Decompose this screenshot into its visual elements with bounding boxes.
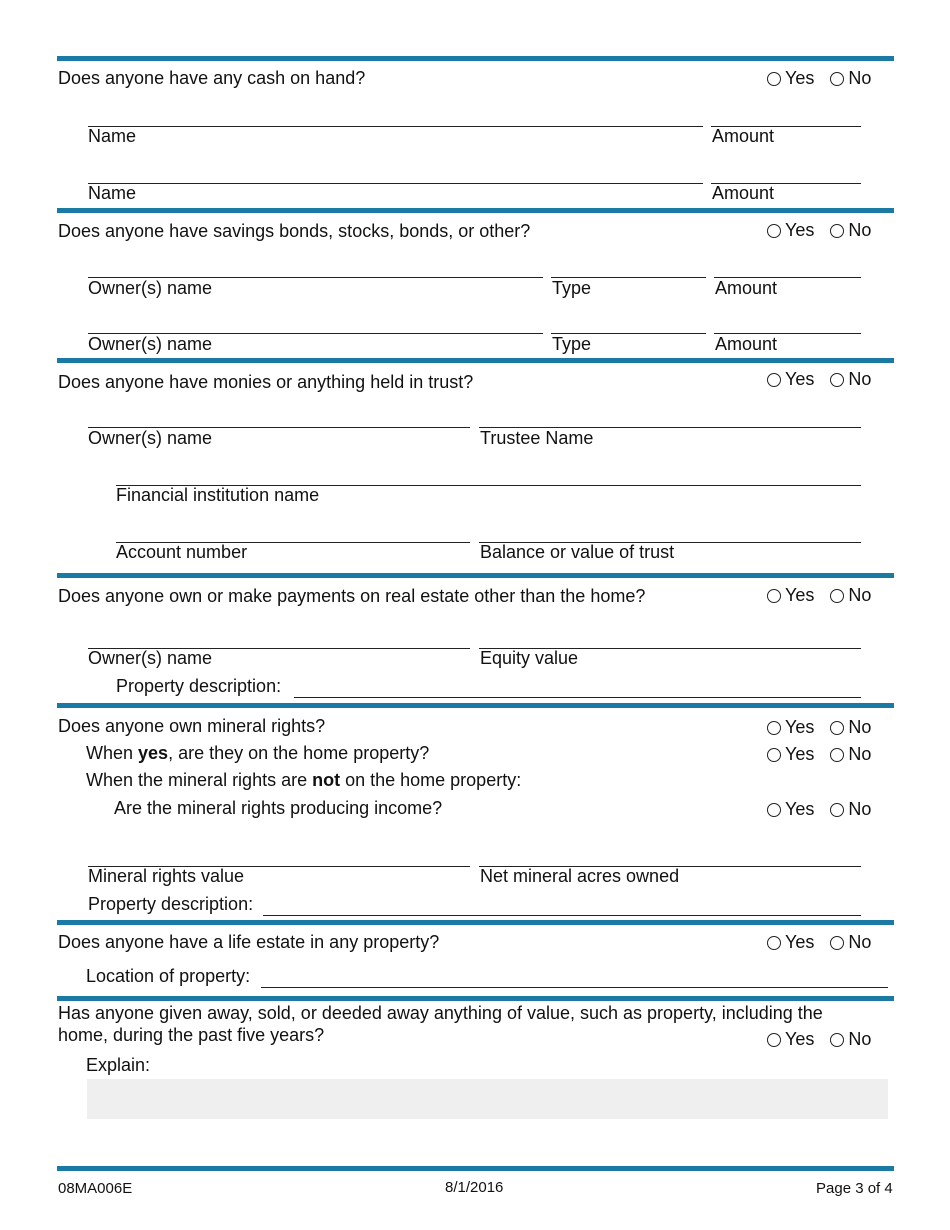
no-label: No <box>848 799 872 819</box>
savings-amount-label-2: Amount <box>715 334 778 354</box>
life-estate-location-label: Location of property: <box>86 966 251 986</box>
yes-label: Yes <box>785 717 815 737</box>
trust-no-radio[interactable] <box>830 373 844 387</box>
footer-form-id: 08MA006E <box>58 1180 133 1197</box>
no-label: No <box>848 1029 872 1049</box>
cash-amount-label-2: Amount <box>712 183 775 203</box>
life-estate-yes-no <box>767 932 871 953</box>
cash-no-radio[interactable] <box>830 72 844 86</box>
cash-name-label-1: Name <box>88 126 137 146</box>
mineral-home-yes-radio[interactable] <box>767 748 781 762</box>
cash-name-field-1[interactable] <box>88 126 703 127</box>
section-divider <box>57 358 894 363</box>
trust-balance-label: Balance or value of trust <box>480 542 675 562</box>
mineral-home-no-radio[interactable] <box>830 748 844 762</box>
no-label: No <box>848 744 872 764</box>
mineral-income-yes-radio[interactable] <box>767 803 781 817</box>
cash-amount-label-1: Amount <box>712 126 775 146</box>
no-label: No <box>848 932 872 952</box>
yes-label: Yes <box>785 369 815 389</box>
savings-type-label-1: Type <box>552 278 592 298</box>
section-divider <box>57 920 894 925</box>
mineral-income-no-radio[interactable] <box>830 803 844 817</box>
trust-account-label: Account number <box>116 542 248 562</box>
transfer-explain-textarea[interactable] <box>87 1079 888 1119</box>
trust-institution-label: Financial institution name <box>116 485 320 505</box>
yes-label: Yes <box>785 799 815 819</box>
mineral-home-question: When yes, are they on the home property? <box>86 743 430 763</box>
savings-type-label-2: Type <box>552 334 592 354</box>
mineral-value-label: Mineral rights value <box>88 866 245 886</box>
no-label: No <box>848 717 872 737</box>
mineral-question: Does anyone own mineral rights? <box>58 716 326 736</box>
real-estate-equity-label: Equity value <box>480 648 579 668</box>
yes-label: Yes <box>785 220 815 240</box>
trust-yes-radio[interactable] <box>767 373 781 387</box>
real-estate-question: Does anyone own or make payments on real estate other than the home? <box>58 586 646 606</box>
real-estate-yes-no <box>767 585 871 606</box>
mineral-not-home-text: When the mineral rights are not on the home property: <box>86 770 522 790</box>
savings-amount-label-1: Amount <box>715 278 778 298</box>
savings-owner-label-1: Owner(s) name <box>88 278 213 298</box>
footer-divider <box>57 1166 894 1171</box>
transfer-question-line2: home, during the past five years? <box>58 1025 325 1045</box>
savings-yes-no <box>767 220 871 241</box>
life-estate-location-field[interactable] <box>261 987 888 988</box>
yes-label: Yes <box>785 585 815 605</box>
trust-trustee-label: Trustee Name <box>480 428 594 448</box>
mineral-income-question: Are the mineral rights producing income? <box>114 798 443 818</box>
trust-question: Does anyone have monies or anything held in trust? <box>58 372 474 392</box>
savings-yes-radio[interactable] <box>767 224 781 238</box>
mineral-no-radio[interactable] <box>830 721 844 735</box>
savings-no-radio[interactable] <box>830 224 844 238</box>
section-divider <box>57 573 894 578</box>
life-estate-no-radio[interactable] <box>830 936 844 950</box>
mineral-income-yes-no <box>767 799 871 820</box>
trust-owner-label: Owner(s) name <box>88 428 213 448</box>
savings-owner-label-2: Owner(s) name <box>88 334 213 354</box>
real-estate-property-label: Property description: <box>116 676 282 696</box>
real-estate-owner-label: Owner(s) name <box>88 648 213 668</box>
section-divider <box>57 56 894 61</box>
life-estate-yes-radio[interactable] <box>767 936 781 950</box>
section-divider <box>57 208 894 213</box>
no-label: No <box>848 220 872 240</box>
cash-name-field-2[interactable] <box>88 183 703 184</box>
cash-question: Does anyone have any cash on hand? <box>58 68 366 88</box>
transfer-no-radio[interactable] <box>830 1033 844 1047</box>
mineral-home-yes-no <box>767 744 871 765</box>
trust-yes-no <box>767 369 871 390</box>
mineral-property-label: Property description: <box>88 894 254 914</box>
mineral-acres-label: Net mineral acres owned <box>480 866 680 886</box>
real-estate-no-radio[interactable] <box>830 589 844 603</box>
no-label: No <box>848 585 872 605</box>
yes-label: Yes <box>785 744 815 764</box>
section-divider <box>57 703 894 708</box>
transfer-question-line1: Has anyone given away, sold, or deeded away anything of value, such as property, including the <box>58 1003 823 1023</box>
real-estate-yes-radio[interactable] <box>767 589 781 603</box>
mineral-yes-no <box>767 717 871 738</box>
transfer-yes-no <box>767 1029 871 1050</box>
yes-label: Yes <box>785 932 815 952</box>
mineral-yes-radio[interactable] <box>767 721 781 735</box>
mineral-property-field[interactable] <box>263 915 861 916</box>
no-label: No <box>848 369 872 389</box>
yes-label: Yes <box>785 1029 815 1049</box>
footer-page: Page 3 of 4 <box>816 1180 893 1197</box>
transfer-yes-radio[interactable] <box>767 1033 781 1047</box>
cash-name-label-2: Name <box>88 183 137 203</box>
no-label: No <box>848 68 872 88</box>
cash-yes-radio[interactable] <box>767 72 781 86</box>
section-divider <box>57 996 894 1001</box>
transfer-explain-label: Explain: <box>86 1055 151 1075</box>
savings-question: Does anyone have savings bonds, stocks, bonds, or other? <box>58 221 531 241</box>
life-estate-question: Does anyone have a life estate in any property? <box>58 932 440 952</box>
yes-label: Yes <box>785 68 815 88</box>
cash-yes-no <box>767 68 871 89</box>
footer-date: 8/1/2016 <box>445 1179 504 1196</box>
real-estate-property-field[interactable] <box>294 697 861 698</box>
